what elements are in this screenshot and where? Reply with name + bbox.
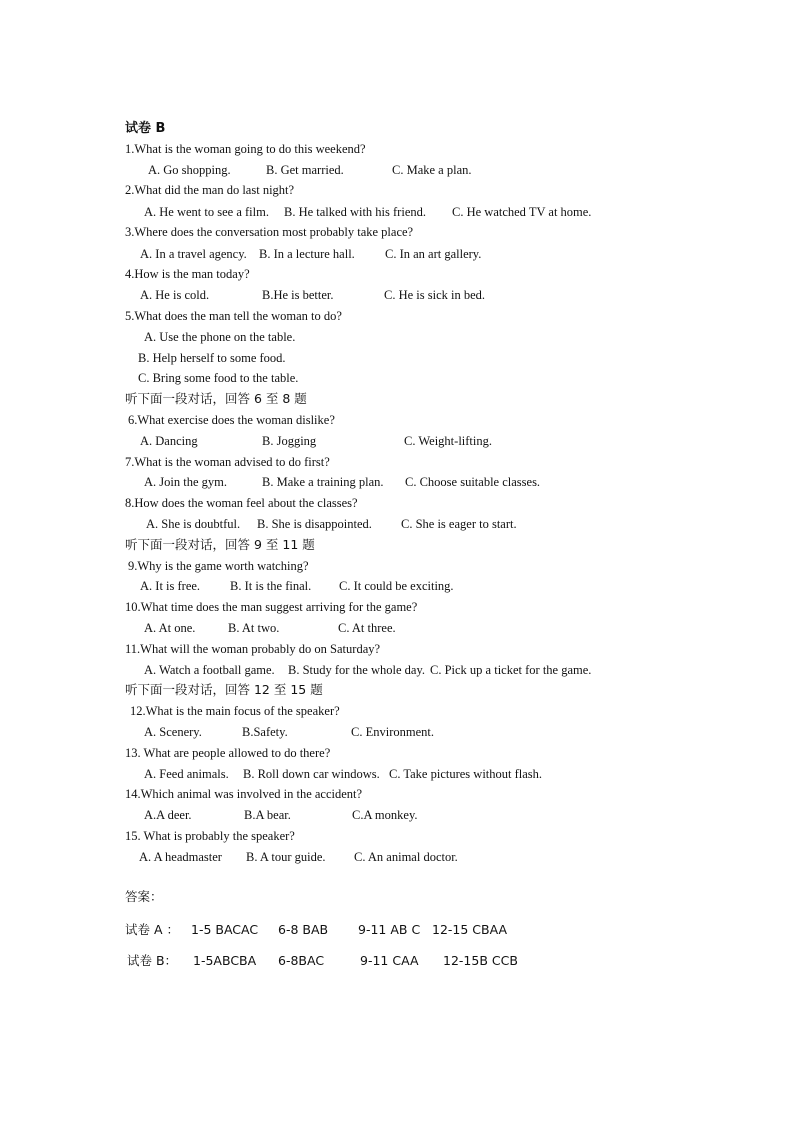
question-7: 7.What is the woman advised to do first? bbox=[125, 455, 330, 469]
answer-key-a-12-15: 12-15 CBAA bbox=[432, 922, 508, 937]
q5-option-a: A. Use the phone on the table. bbox=[144, 330, 296, 344]
answer-key-b-12-15: 12-15B CCB bbox=[443, 953, 518, 968]
question-15: 15. What is probably the speaker? bbox=[125, 829, 295, 843]
question-4: 4.How is the man today? bbox=[125, 267, 250, 281]
q4-option-c: C. He is sick in bed. bbox=[384, 288, 486, 302]
q3-option-b: B. In a lecture hall. bbox=[259, 247, 355, 261]
section-heading-12-15: 听下面一段对话，回答 12 至 15 题 bbox=[125, 682, 323, 697]
q13-option-b: B. Roll down car windows. bbox=[243, 767, 380, 781]
q7-option-b: B. Make a training plan. bbox=[262, 475, 384, 489]
q10-option-c: C. At three. bbox=[338, 621, 396, 635]
answer-key-b-label: 试卷 B： bbox=[127, 953, 178, 968]
question-14: 14.Which animal was involved in the accident? bbox=[125, 787, 363, 801]
q6-option-c: C. Weight-lifting. bbox=[404, 434, 492, 448]
q9-option-c: C. It could be exciting. bbox=[339, 579, 454, 593]
q14-option-a: A.A deer. bbox=[144, 808, 192, 822]
answer-key-a-1-5: 1-5 BACAC bbox=[191, 922, 259, 937]
question-1: 1.What is the woman going to do this weekend? bbox=[125, 142, 366, 156]
q2-option-a: A. He went to see a film. bbox=[144, 205, 269, 219]
question-12: 12.What is the main focus of the speaker? bbox=[130, 704, 340, 718]
q15-option-c: C. An animal doctor. bbox=[354, 850, 458, 864]
question-9: 9.Why is the game worth watching? bbox=[128, 559, 309, 573]
question-13: 13. What are people allowed to do there? bbox=[125, 746, 331, 760]
q3-option-c: C. In an art gallery. bbox=[385, 247, 482, 261]
q12-option-b: B.Safety. bbox=[242, 725, 288, 739]
q14-option-b: B.A bear. bbox=[244, 808, 291, 822]
q7-option-c: C. Choose suitable classes. bbox=[405, 475, 541, 489]
question-6: 6.What exercise does the woman dislike? bbox=[128, 413, 335, 427]
q8-option-b: B. She is disappointed. bbox=[257, 517, 372, 531]
q5-option-b: B. Help herself to some food. bbox=[138, 351, 286, 365]
question-10: 10.What time does the man suggest arriving for the game? bbox=[125, 600, 418, 614]
q9-option-a: A. It is free. bbox=[140, 579, 201, 593]
q15-option-b: B. A tour guide. bbox=[246, 850, 326, 864]
section-heading-9-11: 听下面一段对话，回答 9 至 11 题 bbox=[125, 537, 315, 552]
q11-option-a: A. Watch a football game. bbox=[144, 663, 275, 677]
q15-option-a: A. A headmaster bbox=[139, 850, 222, 864]
question-2: 2.What did the man do last night? bbox=[125, 183, 295, 197]
q13-option-c: C. Take pictures without flash. bbox=[389, 767, 543, 781]
q4-option-a: A. He is cold. bbox=[140, 288, 210, 302]
question-5: 5.What does the man tell the woman to do? bbox=[125, 309, 342, 323]
q11-option-c: C. Pick up a ticket for the game. bbox=[430, 663, 592, 677]
answer-key-a-label: 试卷 A ： bbox=[125, 922, 179, 937]
q10-option-b: B. At two. bbox=[228, 621, 280, 635]
q9-option-b: B. It is the final. bbox=[230, 579, 312, 593]
answer-key-b-6-8: 6-8BAC bbox=[278, 953, 325, 968]
q2-option-c: C. He watched TV at home. bbox=[452, 205, 592, 219]
q13-option-a: A. Feed animals. bbox=[144, 767, 229, 781]
answers-heading: 答案： bbox=[125, 889, 163, 904]
answer-key-b-1-5: 1-5ABCBA bbox=[193, 953, 257, 968]
question-11: 11.What will the woman probably do on Saturday? bbox=[125, 642, 381, 656]
question-8: 8.How does the woman feel about the classes? bbox=[125, 496, 358, 510]
q5-option-c: C. Bring some food to the table. bbox=[138, 371, 299, 385]
q12-option-c: C. Environment. bbox=[351, 725, 434, 739]
q12-option-a: A. Scenery. bbox=[144, 725, 202, 739]
q6-option-a: A. Dancing bbox=[140, 434, 198, 448]
question-3: 3.Where does the conversation most probably take place? bbox=[125, 225, 414, 239]
q11-option-b: B. Study for the whole day. bbox=[288, 663, 426, 677]
q1-option-b: B. Get married. bbox=[266, 163, 344, 177]
answer-key-a-6-8: 6-8 BAB bbox=[278, 922, 329, 937]
q8-option-c: C. She is eager to start. bbox=[401, 517, 517, 531]
q1-option-a: A. Go shopping. bbox=[148, 163, 231, 177]
section-heading-6-8: 听下面一段对话，回答 6 至 8 题 bbox=[125, 391, 307, 406]
answer-key-b-9-11: 9-11 CAA bbox=[360, 953, 419, 968]
paper-title: 试卷 B bbox=[125, 121, 166, 136]
q1-option-c: C. Make a plan. bbox=[392, 163, 472, 177]
q6-option-b: B. Jogging bbox=[262, 434, 317, 448]
q3-option-a: A. In a travel agency. bbox=[140, 247, 247, 261]
answer-key-a-9-11: 9-11 AB C bbox=[358, 922, 421, 937]
q2-option-b: B. He talked with his friend. bbox=[284, 205, 426, 219]
q4-option-b: B.He is better. bbox=[262, 288, 334, 302]
q7-option-a: A. Join the gym. bbox=[144, 475, 227, 489]
q10-option-a: A. At one. bbox=[144, 621, 196, 635]
q14-option-c: C.A monkey. bbox=[352, 808, 418, 822]
q8-option-a: A. She is doubtful. bbox=[146, 517, 241, 531]
